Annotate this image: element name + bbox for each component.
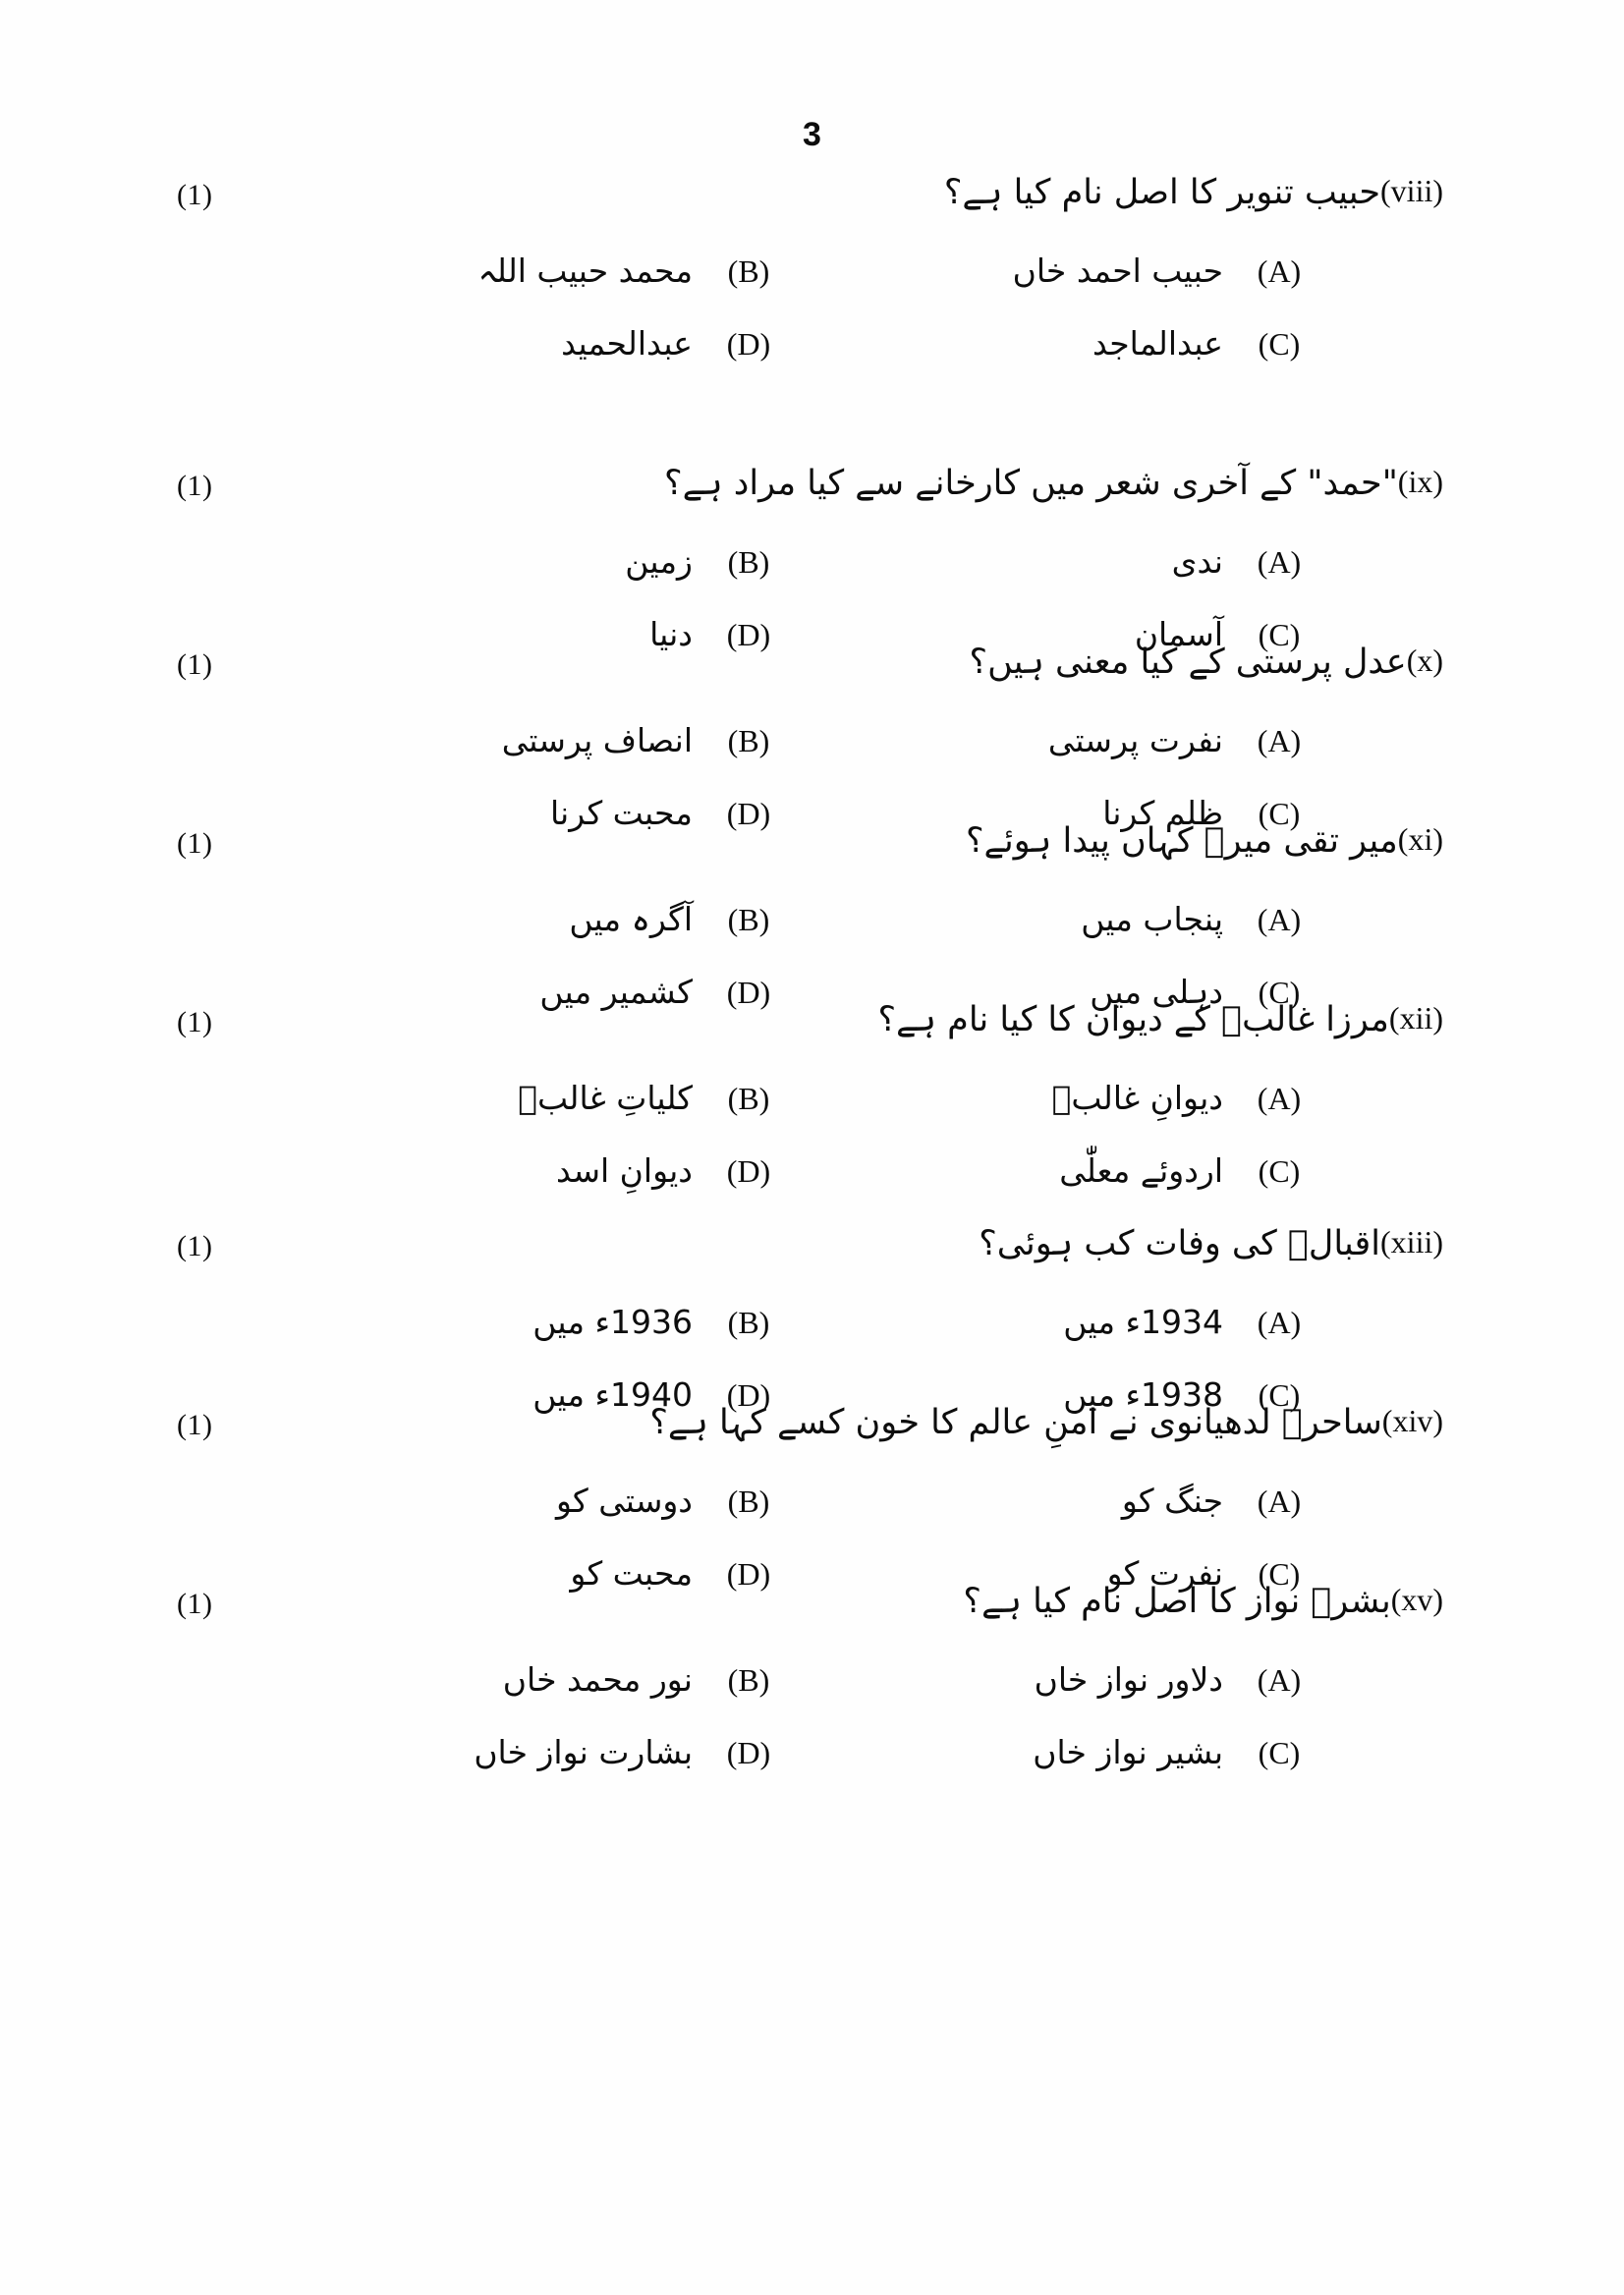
option-row [138,1151,1486,1224]
question-row [138,1000,1486,1077]
option-key: (B) [727,902,770,937]
option-d[interactable] [556,1151,779,1190]
option-value: 1940ء میں [532,1375,693,1414]
option-key: (B) [727,1662,770,1698]
option-value: آگرہ میں [569,900,693,938]
question-row [138,1403,1486,1480]
question-text [970,639,1457,688]
question-statement: مرزا غالبؔ کے دیوان کا کیا نام ہے؟ [877,1000,1389,1039]
option-c[interactable] [1033,1733,1310,1771]
option-value: عبدالحمید [561,324,693,363]
option-value: بشارت نواز خاں [474,1733,693,1771]
option-key: (D) [726,326,771,362]
option-b[interactable] [503,1660,779,1699]
option-grid [138,252,1486,397]
option-value: کلیاتِ غالبؔ [518,1079,693,1117]
option-key: (B) [727,544,770,580]
question-block [138,1582,1486,1806]
option-value: کشمیر میں [539,973,693,1011]
option-key: (A) [1257,1305,1302,1340]
option-c[interactable] [1059,1151,1310,1190]
option-key: (A) [1257,1662,1302,1698]
option-row [138,721,1486,794]
option-value: ندی [1171,542,1223,581]
option-key: (B) [727,253,770,289]
question-marks: (1) [177,1230,213,1262]
option-key: (A) [1257,1483,1302,1519]
option-b[interactable] [518,1079,779,1117]
option-key: (B) [727,1483,770,1519]
option-key: (C) [1258,1735,1301,1770]
option-value: انصاف پرستی [501,721,693,759]
question-statement: میر تقی میرؔ کہاں پیدا ہوئے؟ [965,821,1398,861]
option-value: ظلم کرنا [1102,794,1223,832]
option-value: دوستی کو [556,1482,693,1520]
question-text [979,1220,1457,1269]
option-value: 1936ء میں [532,1303,693,1341]
option-grid [138,1079,1486,1224]
option-row [138,1303,1486,1375]
question-row [138,1224,1486,1301]
option-value: محبت کرنا [550,794,693,832]
option-value: پنجاب میں [1081,900,1223,938]
question-marks: (1) [177,827,213,860]
option-a[interactable] [1063,1303,1310,1341]
question-row [138,643,1486,719]
option-key: (D) [726,975,771,1010]
option-row [138,900,1486,973]
option-b[interactable] [477,252,779,290]
option-key: (C) [1258,796,1301,831]
option-key: (D) [726,1153,771,1189]
option-value: زمین [625,542,693,581]
option-value: آسمان [1134,615,1223,653]
option-row [138,324,1486,397]
question-text [966,817,1457,867]
question-statement: حبیب تنویر کا اصل نام کیا ہے؟ [943,173,1381,212]
question-numeral: (xi) [1397,821,1443,857]
option-key: (C) [1258,617,1301,652]
option-row [138,1482,1486,1554]
option-key: (C) [1258,1377,1301,1413]
option-key: (D) [726,1377,771,1413]
option-row [138,252,1486,324]
option-b[interactable] [556,1482,779,1520]
option-b[interactable] [625,542,779,581]
option-a[interactable] [1052,1079,1310,1117]
question-marks: (1) [177,179,213,211]
question-statement: ساحرؔ لدھیانوی نے امنِ عالم کا خون کسے کہا ہے؟ [649,1403,1382,1442]
option-c[interactable] [1092,324,1310,363]
page-number: 3 [803,116,821,153]
question-numeral: (xii) [1388,1000,1443,1036]
option-row [138,1660,1486,1733]
option-b[interactable] [569,900,779,938]
option-a[interactable] [1172,542,1310,581]
option-value: بشیر نواز خاں [1033,1733,1223,1771]
option-key: (D) [726,1556,771,1592]
question-marks: (1) [177,1006,213,1038]
question-marks: (1) [177,470,213,502]
question-marks: (1) [177,1588,213,1620]
option-d[interactable] [561,324,779,363]
option-key: (C) [1258,975,1301,1010]
option-value: حبیب احمد خاں [1012,252,1223,290]
question-row [138,1582,1486,1658]
question-numeral: (x) [1406,643,1443,678]
question-numeral: (viii) [1380,173,1443,208]
option-b[interactable] [502,721,779,759]
option-value: نفرت کو [1106,1554,1223,1593]
option-value: دیوانِ غالبؔ [1051,1079,1223,1117]
option-value: دہلی میں [1090,973,1223,1011]
question-text [664,460,1457,509]
option-a[interactable] [1122,1482,1310,1520]
option-key: (B) [727,723,770,758]
question-block [138,173,1486,397]
option-key: (C) [1258,326,1301,362]
option-a[interactable] [1081,900,1310,938]
question-numeral: (xv) [1390,1582,1443,1617]
option-key: (A) [1257,723,1302,758]
question-text [649,1399,1457,1448]
option-a[interactable] [1013,252,1310,290]
option-d[interactable] [474,1733,779,1771]
question-statement: اقبالؔ کی وفات کب ہوئی؟ [979,1224,1381,1263]
option-key: (C) [1258,1556,1301,1592]
option-value: دنیا [649,615,693,653]
option-value: دیوانِ اسد [556,1151,693,1190]
option-key: (A) [1257,544,1302,580]
option-row [138,1733,1486,1806]
question-numeral: (xiii) [1380,1224,1443,1259]
question-marks: (1) [177,648,213,681]
option-key: (C) [1258,1153,1301,1189]
question-row [138,173,1486,250]
option-key: (B) [727,1081,770,1116]
option-grid [138,1660,1486,1806]
option-value: جنگ کو [1121,1482,1223,1520]
question-numeral: (xiv) [1381,1403,1443,1438]
option-key: (D) [726,1735,771,1770]
option-key: (A) [1257,253,1302,289]
question-block [138,1000,1486,1224]
question-statement: "حمد" کے آخری شعر میں کارخانے سے کیا مراد ہے؟ [664,464,1398,503]
option-row [138,1079,1486,1151]
option-a[interactable] [1048,721,1310,759]
question-row [138,821,1486,898]
option-value: 1938ء میں [1063,1375,1223,1414]
question-text [877,996,1457,1045]
option-row [138,542,1486,615]
question-row [138,464,1486,540]
option-value: 1934ء میں [1063,1303,1223,1341]
question-statement: بشرؔ نواز کا اصل نام کیا ہے؟ [963,1582,1391,1621]
option-value: محمد حبیب اللہ [477,252,693,290]
option-value: عبدالماجد [1092,324,1223,363]
question-text [944,169,1457,218]
option-key: (D) [726,617,771,652]
option-value: نفرت پرستی [1047,721,1223,759]
option-a[interactable] [1035,1660,1310,1699]
option-value: دلاور نواز خاں [1034,1660,1223,1699]
option-key: (A) [1257,902,1302,937]
question-statement: عدل پرستی کے کیا معنی ہیں؟ [969,643,1407,682]
option-b[interactable] [532,1303,779,1341]
option-value: محبت کو [570,1554,693,1593]
option-value: نور محمد خاں [502,1660,693,1699]
question-text [963,1578,1457,1627]
question-marks: (1) [177,1409,213,1441]
option-key: (D) [726,796,771,831]
option-key: (A) [1257,1081,1302,1116]
option-key: (B) [727,1305,770,1340]
question-numeral: (ix) [1397,464,1443,499]
option-value: اردوئے معلّٰی [1059,1151,1223,1190]
